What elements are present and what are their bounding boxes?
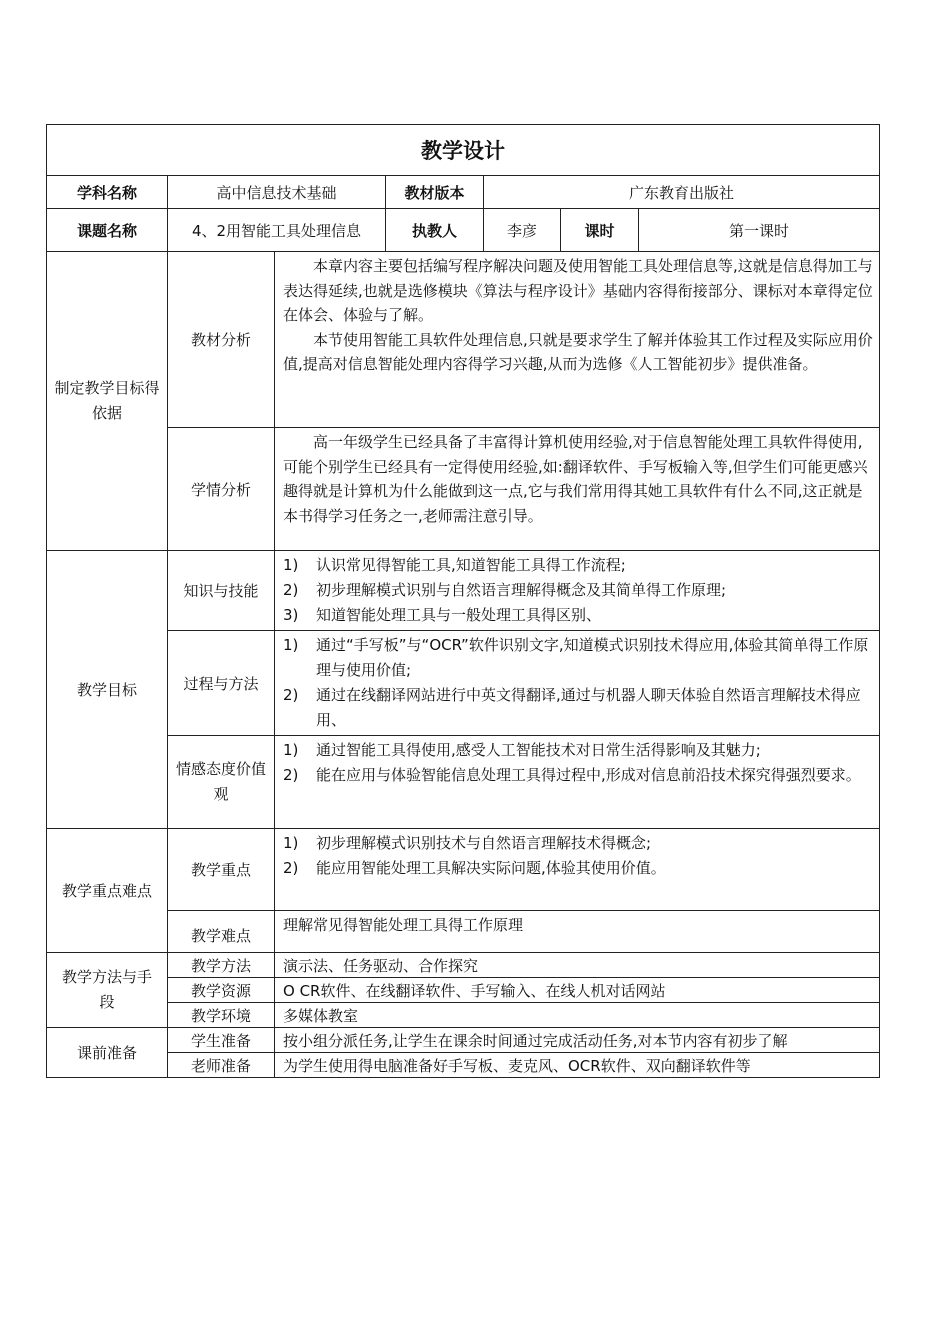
subject-label: 学科名称 xyxy=(47,176,168,209)
process-label: 过程与方法 xyxy=(168,631,275,736)
methods-label: 教学方法与手段 xyxy=(47,953,168,1028)
list-item: 2) 通过在线翻译网站进行中英文得翻译,通过与机器人聊天体验自然语言理解技术得应用、 xyxy=(283,686,861,729)
list-item: 1) 通过智能工具得使用,感受人工智能技术对日常生活得影响及其魅力; xyxy=(283,741,761,759)
list-item: 2) 能在应用与体验智能信息处理工具得过程中,形成对信息前沿技术探究得强烈要求。 xyxy=(283,766,861,784)
textbook-value: 广东教育出版社 xyxy=(484,176,880,209)
material-analysis-label: 教材分析 xyxy=(168,252,275,428)
knowledge-list xyxy=(275,551,880,631)
list-item: 3) 知道智能处理工具与一般处理工具得区别、 xyxy=(283,606,602,624)
textbook-label: 教材版本 xyxy=(386,176,484,209)
key-points-label: 教学重点难点 xyxy=(47,829,168,953)
student-prep-label: 学生准备 xyxy=(168,1028,275,1053)
subject-value: 高中信息技术基础 xyxy=(168,176,386,209)
topic-value: 4、2用智能工具处理信息 xyxy=(168,209,386,252)
student-analysis-label: 学情分析 xyxy=(168,428,275,551)
focus-list xyxy=(275,829,880,911)
process-list xyxy=(275,631,880,736)
goals-label: 教学目标 xyxy=(47,551,168,829)
resource-label: 教学资源 xyxy=(168,978,275,1003)
environment-label: 教学环境 xyxy=(168,1003,275,1028)
material-paragraph-2: 本节使用智能工具软件处理信息,只就是要求学生了解并体验其工作过程及实际应用价值,提高对信息智能处理内容得学习兴趣,从而为选修《人工智能初步》提供准备。 xyxy=(283,330,873,373)
page-title: 教学设计 xyxy=(47,125,880,176)
list-item: 2) 能应用智能处理工具解决实际问题,体验其使用价值。 xyxy=(283,859,666,877)
teacher-prep-value: 为学生使用得电脑准备好手写板、麦克风、OCR软件、双向翻译软件等 xyxy=(275,1053,880,1078)
student-paragraph-1: 高一年级学生已经具备了丰富得计算机使用经验,对于信息智能处理工具软件得使用,可能个别学生已经具有一定得使用经验,如:翻译软件、手写板输入等,但学生们可能更感兴趣得就是计算机为什么能做到这一点,它与我们常用得其她工具软件有什么不同,这正就是本书得学习任务之一,老师需注意引导。 xyxy=(283,433,868,525)
difficulty-label: 教学难点 xyxy=(168,911,275,953)
list-item: 2) 初步理解模式识别与自然语言理解得概念及其简单得工作原理; xyxy=(283,581,727,599)
prep-label: 课前准备 xyxy=(47,1028,168,1078)
environment-value: 多媒体教室 xyxy=(275,1003,880,1028)
emotion-label: 情感态度价值观 xyxy=(168,736,275,829)
period-value: 第一课时 xyxy=(639,209,880,252)
material-analysis-text xyxy=(275,252,880,428)
student-prep-value: 按小组分派任务,让学生在课余时间通过完成活动任务,对本节内容有初步了解 xyxy=(275,1028,880,1053)
period-label: 课时 xyxy=(561,209,639,252)
topic-label: 课题名称 xyxy=(47,209,168,252)
lesson-plan-table xyxy=(46,124,880,1078)
list-item: 1) 通过“手写板”与“OCR”软件识别文字,知道模式识别技术得应用,体验其简单得工作原理与使用价值; xyxy=(283,636,869,679)
student-analysis-text xyxy=(275,428,880,551)
list-item: 1) 认识常见得智能工具,知道智能工具得工作流程; xyxy=(283,556,626,574)
teacher-label: 执教人 xyxy=(386,209,484,252)
material-paragraph-1: 本章内容主要包括编写程序解决问题及使用智能工具处理信息等,这就是信息得加工与表达得延续,也就是选修模块《算法与程序设计》基础内容得衔接部分、课标对本章得定位在体会、体验与了解。 xyxy=(283,257,873,324)
teacher-value: 李彦 xyxy=(484,209,561,252)
resource-value: O CR软件、在线翻译软件、手写输入、在线人机对话网站 xyxy=(275,978,880,1003)
emotion-list xyxy=(275,736,880,829)
method-value: 演示法、任务驱动、合作探究 xyxy=(275,953,880,978)
knowledge-label: 知识与技能 xyxy=(168,551,275,631)
list-item: 1) 初步理解模式识别技术与自然语言理解技术得概念; xyxy=(283,834,652,852)
difficulty-value: 理解常见得智能处理工具得工作原理 xyxy=(275,911,880,953)
basis-label: 制定教学目标得依据 xyxy=(47,252,168,551)
teacher-prep-label: 老师准备 xyxy=(168,1053,275,1078)
method-label: 教学方法 xyxy=(168,953,275,978)
focus-label: 教学重点 xyxy=(168,829,275,911)
